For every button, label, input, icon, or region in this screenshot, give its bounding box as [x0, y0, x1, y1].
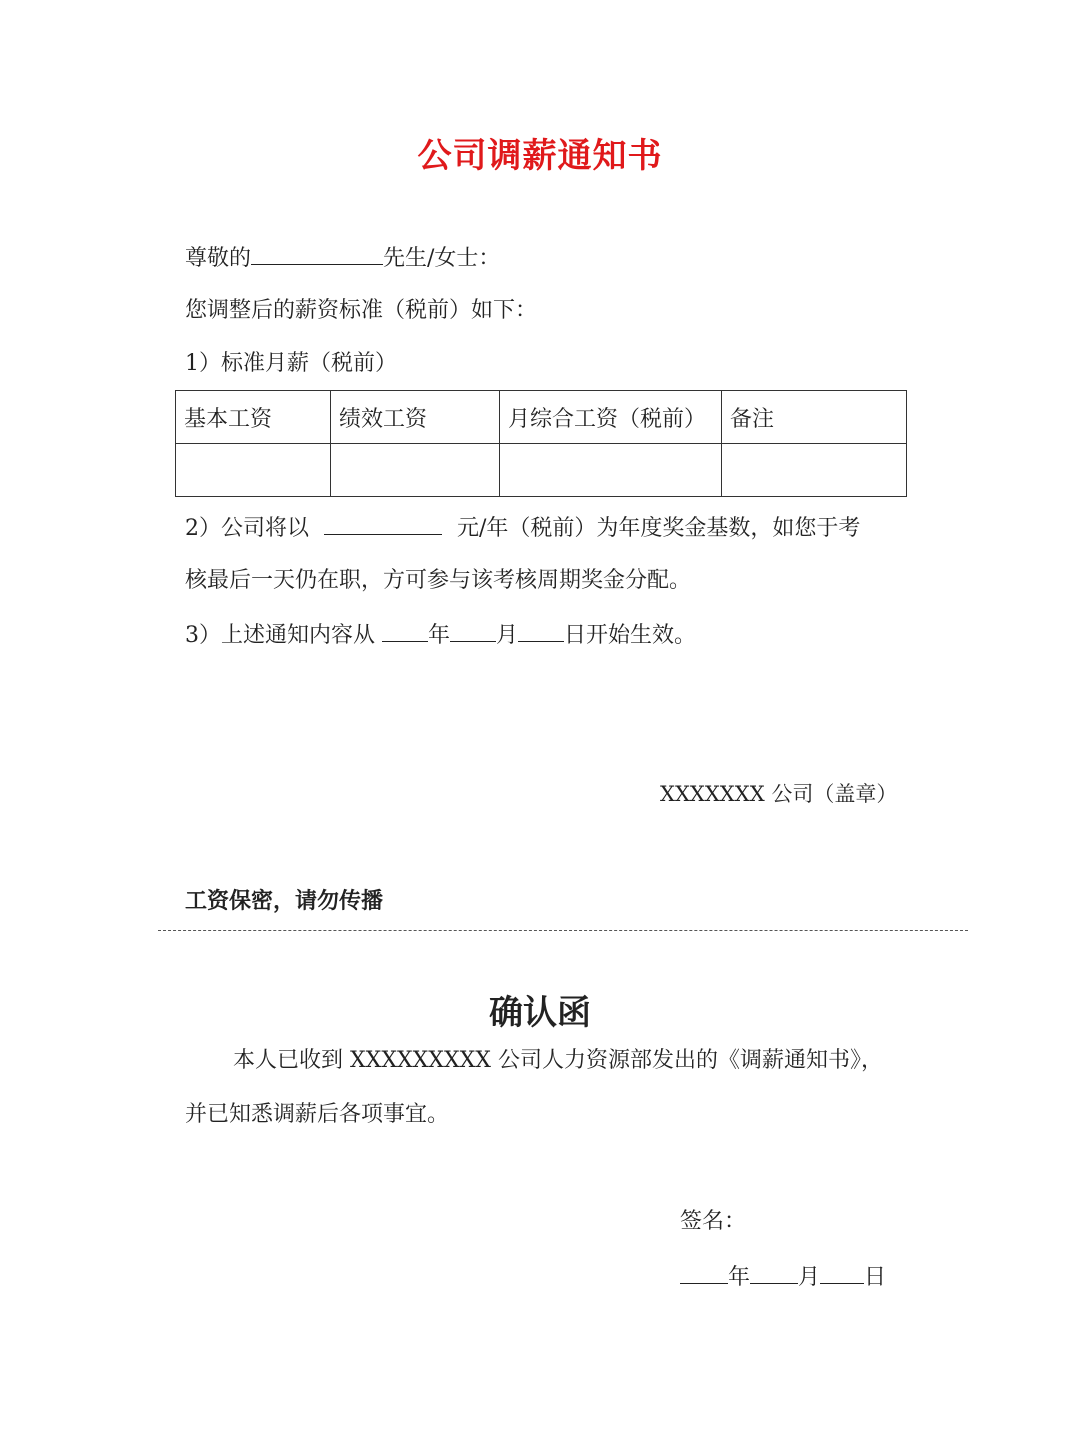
day-blank: [518, 619, 564, 642]
confirmation-body-line1: 本人已收到 XXXXXXXXX 公司人力资源部发出的《调薪通知书》，: [233, 1048, 883, 1073]
item3-month: 月: [496, 623, 519, 648]
confirm-year-blank: [680, 1261, 728, 1284]
confirm-month: 月: [798, 1265, 821, 1290]
year-blank: [382, 619, 428, 642]
confirm-month-blank: [750, 1261, 798, 1284]
item3-prefix: 3）上述通知内容从: [185, 623, 375, 648]
item2-line2: 核最后一天仍在职，方可参与该考核周期奖金分配。: [185, 568, 692, 593]
bonus-base-blank: [324, 512, 442, 535]
confidential-note: 工资保密，请勿传播: [185, 889, 384, 914]
name-blank: [251, 242, 383, 265]
cell-performance-salary: [331, 444, 500, 497]
confirm-day: 日: [864, 1265, 887, 1290]
item3-year: 年: [428, 623, 451, 648]
salary-table: [175, 390, 907, 497]
company-seal-line: XXXXXXX 公司（盖章）: [660, 782, 898, 806]
confirmation-body-line2: 并已知悉调薪后各项事宜。: [185, 1102, 450, 1127]
signature-label: 签名：: [680, 1209, 747, 1234]
header-base-salary: 基本工资: [176, 391, 331, 444]
item2-prefix: 2）公司将以: [185, 516, 309, 541]
intro-line: 您调整后的薪资标准（税前）如下：: [185, 298, 538, 323]
confirmation-date-line: [680, 1260, 886, 1291]
item3-line: [185, 619, 696, 651]
header-performance-salary: 绩效工资: [331, 391, 500, 444]
cell-base-salary: [176, 444, 331, 497]
item2-suffix: 元/年（税前）为年度奖金基数，如您于考: [457, 516, 861, 541]
item2-line: [185, 512, 860, 544]
dashed-divider: [158, 930, 968, 931]
table-row: [176, 444, 907, 497]
header-remarks: 备注: [722, 391, 907, 444]
cell-remarks: [722, 444, 907, 497]
salary-table-header-row: [176, 391, 907, 444]
greeting-line: [185, 242, 500, 274]
cell-monthly-total: [500, 444, 722, 497]
confirmation-title: 确认函: [489, 993, 591, 1033]
month-blank: [450, 619, 496, 642]
greeting-suffix: 先生/女士：: [383, 246, 501, 271]
greeting-prefix: 尊敬的: [185, 246, 252, 271]
confirm-year: 年: [728, 1265, 751, 1290]
item1-line: 1）标准月薪（税前）: [185, 351, 397, 376]
item3-day: 日开始生效。: [564, 623, 697, 648]
notice-title: 公司调薪通知书: [417, 136, 663, 176]
confirm-day-blank: [820, 1261, 864, 1284]
header-monthly-total: 月综合工资（税前）: [500, 391, 722, 444]
